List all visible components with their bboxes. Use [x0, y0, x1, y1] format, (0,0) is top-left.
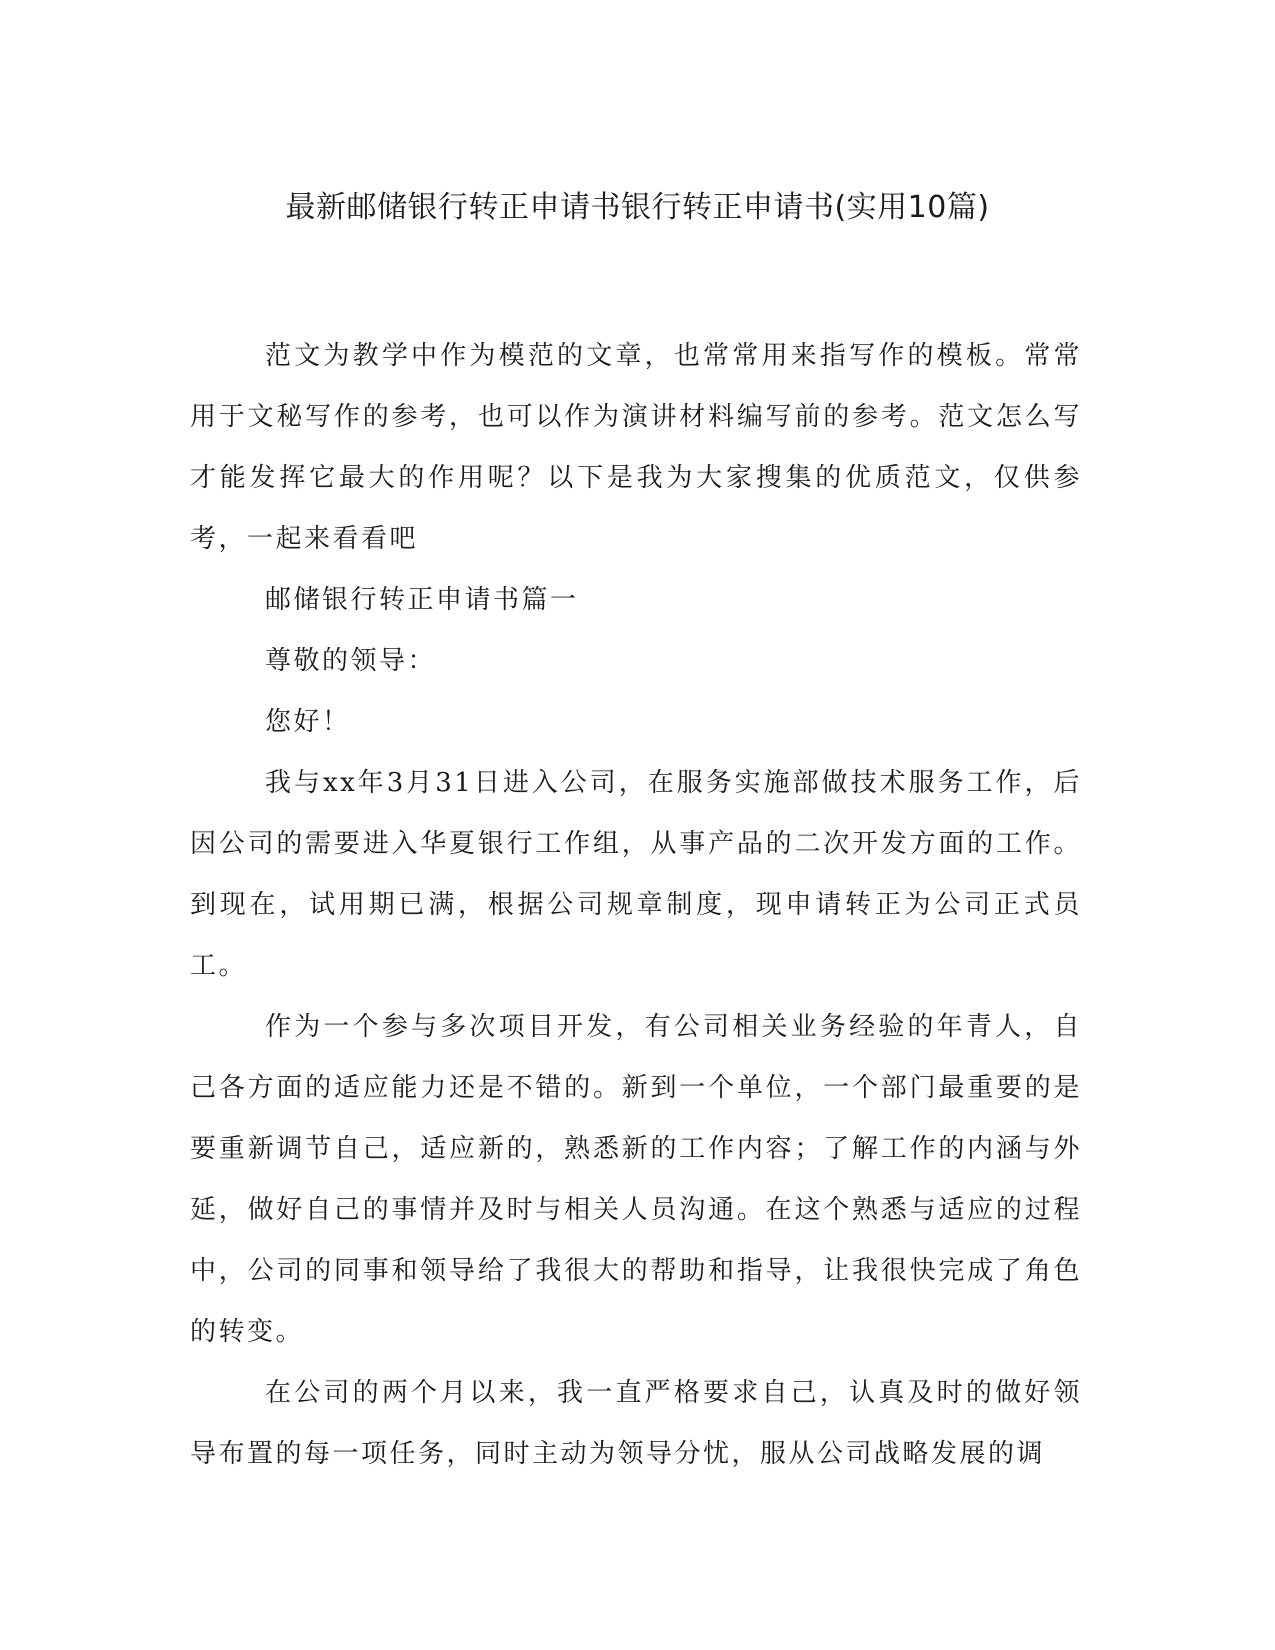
document-title: 最新邮储银行转正申请书银行转正申请书(实用10篇) — [285, 190, 990, 225]
section-heading: 邮储银行转正申请书篇一 — [265, 585, 579, 615]
document-body — [190, 326, 1082, 1485]
body-paragraph: 我与xx年3月31日进入公司，在服务实施部做技术服务工作，后因公司的需要进入华夏银行工作组，从事产品的二次开发方面的工作。到现在，试用期已满，根据公司规章制度，现申请转正为公司正式员工。 — [190, 768, 1082, 981]
intro-paragraph: 范文为教学中作为模范的文章，也常常用来指写作的模板。常常用于文秘写作的参考，也可以作为演讲材料编写前的参考。范文怎么写才能发挥它最大的作用呢？以下是我为大家搜集的优质范文，仅供参考，一起来看看吧 — [190, 341, 1082, 554]
salutation: 尊敬的领导： — [265, 646, 437, 676]
body-paragraph: 作为一个参与多次项目开发，有公司相关业务经验的年青人，自己各方面的适应能力还是不错的。新到一个单位，一个部门最重要的是要重新调节自己，适应新的，熟悉新的工作内容；了解工作的内涵与外延，做好自己的事情并及时与相关人员沟通。在这个熟悉与适应的过程中，公司的同事和领导给了我很大的帮助和指导，让我很快完成了角色的转变。 — [190, 1012, 1082, 1347]
body-paragraph: 在公司的两个月以来，我一直严格要求自己，认真及时的做好领导布置的每一项任务，同时主动为领导分忧，服从公司战略发展的调 — [190, 1378, 1082, 1469]
greeting: 您好！ — [265, 707, 351, 737]
